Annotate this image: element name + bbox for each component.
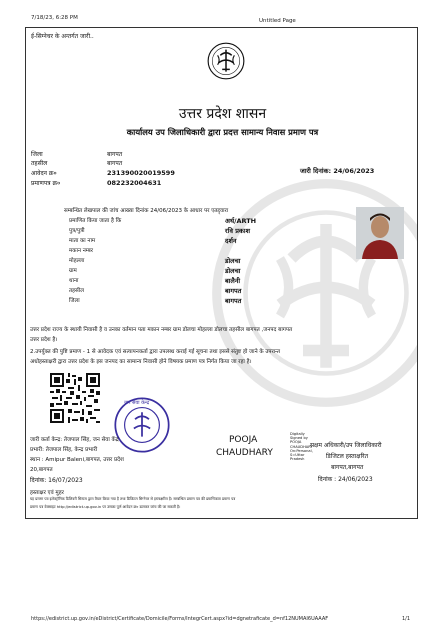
- person-label-district: जिला: [69, 298, 80, 304]
- up-government-emblem-icon: [207, 42, 245, 80]
- person-label-village: ग्राम: [69, 268, 77, 274]
- sig-detail-3: POOJA: [290, 440, 302, 445]
- officer-line-2: डिजिटल हस्ताक्षरित: [326, 453, 368, 460]
- person-label-tehsil: तहसील: [69, 288, 84, 294]
- center-line-4: 20,बागपत: [30, 467, 53, 473]
- center-line-2: प्रभारी: तेजपाल सिंह, केन्द्र प्रभारी: [30, 447, 98, 453]
- field-certificate-value: 082232004631: [107, 179, 162, 187]
- field-district-value: बागपत: [107, 151, 123, 158]
- field-tehsil-label: तहसील: [31, 160, 48, 167]
- person-father: रवि प्रकाश: [225, 227, 251, 235]
- print-page-number: 1/1: [402, 616, 411, 622]
- verification-intro: सम्बन्धित लेखपाल की जांच आख्या दिनांक 24/06/2023 के आधार पर एतद्द्वारा: [64, 208, 229, 214]
- print-url: https://edistrict.up.gov.in/eDistrict/Certificate/Domicile/Forms/IntegrCert.aspx?id=dgnetraficate_d=nf12NUMAI6UAAAF: [31, 616, 329, 622]
- field-application-value: 231390020019599: [107, 169, 175, 177]
- print-page-title: Untitled Page: [259, 18, 296, 24]
- person-label-child-of: पुत्र/पुत्री: [69, 228, 85, 234]
- signer-name-line-2: CHAUDHARY: [216, 448, 273, 458]
- sig-detail-6: S=Uttar: [290, 453, 305, 458]
- government-title: उत्तर प्रदेश शासन: [178, 106, 267, 122]
- footer-note-2: प्रमाण पत्र वेबसाइट http://edistrict.up.gov.in पर उसका पूर्ण आवेदन क्र० डालकर जांच की जा सकती है।: [30, 505, 181, 509]
- verification-note: 2.उपर्युक्त की पुष्टि प्रमाण - 1 से आवेदक एवं सत्यापनकर्ता द्वारा उपलब्ध कराई गई सूचना तथा इससे संतुष्ट हो जाने के उपरान्त: [30, 349, 280, 355]
- person-label-certified: प्रमाणित किया जाता है कि: [69, 218, 122, 224]
- applicant-portrait-icon: [356, 207, 404, 259]
- center-date: दिनांक: 16/07/2023: [30, 477, 83, 484]
- person-tehsil: बागपत: [225, 287, 242, 295]
- signer-name-line-1: POOJA: [229, 435, 258, 445]
- sig-detail-1: Digitally: [290, 432, 305, 436]
- print-datetime: 7/18/23, 6:28 PM: [31, 15, 78, 21]
- field-application-label: आवेदन क्र०: [31, 170, 57, 177]
- person-name: अर्थ/ARTH: [225, 217, 257, 225]
- center-line-3: स्थान : Amipur Baleni,बागपत, उत्तर प्रदेश: [30, 457, 124, 463]
- officer-line-3: बागपत,बागपत: [331, 464, 364, 471]
- person-locality: डोलचा: [225, 257, 241, 265]
- center-line-1: जारी कर्ता केन्द्र: तेजपाल सिंह, जन सेवा केंद्र: [30, 437, 119, 443]
- sig-detail-5: On:Personal,: [290, 448, 313, 453]
- person-label-police-station: थाना: [69, 278, 79, 284]
- field-district-label: जिला: [31, 151, 43, 158]
- officer-line-1: सक्षम अधिकारी/उप जिलाधिकारी: [310, 442, 382, 449]
- center-signature-label: हस्ताक्षर एवं मुहर: [30, 490, 64, 496]
- field-tehsil-value: बागपत: [107, 160, 123, 167]
- person-label-locality: मोहल्ला: [69, 258, 85, 264]
- officer-line-4: दिनांक : 24/06/2023: [318, 476, 373, 483]
- esign-note: ई-सिग्नेचर के अन्तर्गत जारी..: [31, 33, 94, 40]
- qr-code-icon: [50, 373, 100, 423]
- person-village: डोलचा: [225, 267, 241, 275]
- residence-statement-cont: उत्तर प्रदेश है।: [30, 337, 58, 343]
- office-title: कार्यालय उप जिलाधिकारी द्वारा प्रदत्त सामान्य निवास प्रमाण पत्र: [126, 127, 319, 137]
- person-label-mother: माता का नाम: [69, 238, 96, 244]
- verification-note-cont: अधोहस्ताक्षरी द्वारा उत्तर प्रदेश के इस जनपद का सामान्य निवासी होने विषयक प्रमाण पत्र निर्गत किया जा रहा है।: [30, 359, 252, 365]
- seal-text: जन सेवा केन्द्र: [124, 400, 150, 406]
- certificate: [25, 27, 418, 519]
- footer-note-1: यह प्रमाण पत्र इलेक्ट्रॉनिक डिलिवरी सिस्टम द्वारा तैयार किया गया है तथा डिजिटल सिग्नेचर से हस्ताक्षरित है। सम्बन्धित प्रमाण पत्र की प्रमाणिकता प्रमाण पत्र: [30, 497, 236, 501]
- person-label-house: मकान नम्बर: [69, 248, 93, 254]
- person-police-station: बालैनी: [225, 277, 241, 285]
- person-mother: दर्शन: [225, 237, 237, 245]
- field-certificate-label: प्रमाणपत्र क्र०: [31, 180, 61, 187]
- person-district: बागपत: [225, 297, 242, 305]
- sig-detail-4: CHAUDHARY: [290, 444, 313, 449]
- sig-detail-2: Signed by: [290, 436, 308, 441]
- residence-statement: उत्तर प्रदेश राज्य के स्थायी निवासी है व उनका वर्तमान पता मकान नम्बर ग्राम डोलचा मोहल्ला डोलचा तहसील बागपत ,जनपद बागपत: [30, 327, 293, 333]
- sig-detail-7: Pradesh: [290, 457, 305, 462]
- issue-date: जारी दिनांक: 24/06/2023: [300, 167, 375, 175]
- applicant-photo: [356, 207, 404, 259]
